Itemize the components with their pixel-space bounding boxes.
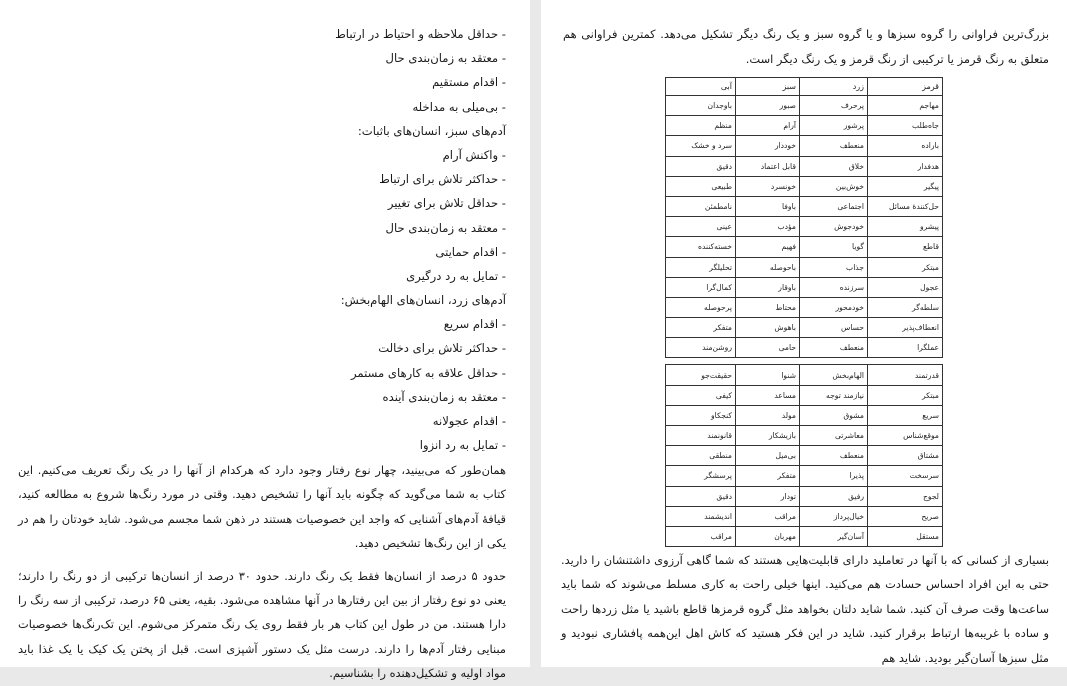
list-item: - اقدام حمایتی: [435, 244, 506, 259]
table-header-cell: سبز: [736, 78, 800, 96]
list-item: - اقدام مستقیم: [432, 75, 506, 90]
table-header-cell: آبی: [666, 78, 736, 96]
table-header-cell: زرد: [800, 78, 868, 96]
table-cell: سرزنده: [800, 277, 868, 297]
table-row: [666, 176, 943, 196]
table-header-cell: قرمز: [868, 78, 943, 96]
table-cell: تحلیلگر: [666, 257, 736, 277]
table-row: [666, 526, 943, 546]
table-cell: کنجکاو: [666, 405, 736, 425]
table-cell: پیگیر: [868, 176, 943, 196]
table-row: [666, 385, 943, 405]
list-item: - معتقد به زمان‌بندی آینده: [382, 389, 506, 404]
table-cell: جذاب: [800, 257, 868, 277]
table-cell: رفیق: [800, 486, 868, 506]
table-cell: جاه‌طلب: [868, 116, 943, 136]
table-cell: منعطف: [800, 446, 868, 466]
table-row: [666, 196, 943, 216]
table-row: [666, 237, 943, 257]
table-row: [666, 116, 943, 136]
table-row: [666, 446, 943, 466]
list-item: - حداقل تلاش برای تغییر: [387, 196, 506, 211]
table-cell: فهیم: [736, 237, 800, 257]
table-cell: مشوق: [800, 405, 868, 425]
table-cell: مساعد: [736, 385, 800, 405]
table-cell: حقیقت‌جو: [666, 365, 736, 385]
table-cell: بازیشکار: [736, 426, 800, 446]
table-cell: معاشرتی: [800, 426, 868, 446]
table-cell: مبتکر: [868, 385, 943, 405]
table-cell: مؤدب: [736, 217, 800, 237]
list-item: - حداقل ملاحظه و احتیاط در ارتباط: [335, 27, 506, 41]
left-paragraphs: [18, 458, 506, 686]
table-cell: پرشور: [800, 116, 868, 136]
table-cell: پرسشگر: [666, 466, 736, 486]
table-cell: مهاجم: [868, 96, 943, 116]
table-cell: پیشرو: [868, 217, 943, 237]
table-cell: اجتماعی: [800, 196, 868, 216]
table-cell: صریح: [868, 506, 943, 526]
table-row: [666, 297, 943, 317]
table-cell: مراقب: [666, 526, 736, 546]
table-cell: پرحرف: [800, 96, 868, 116]
right-bottom-text: [561, 548, 1049, 670]
table-cell: حامی: [736, 338, 800, 358]
table-cell: باحوصله: [736, 257, 800, 277]
list-item: - حداکثر تلاش برای دخالت: [378, 341, 506, 356]
table-cell: مشتاق: [868, 446, 943, 466]
table-cell: عجول: [868, 277, 943, 297]
table-cell: خودجوش: [800, 217, 868, 237]
table-cell: لجوج: [868, 486, 943, 506]
list-heading: آدم‌های زرد، انسان‌های الهام‌بخش:: [340, 293, 506, 308]
table-cell: حل‌کنندهٔ مسائل: [868, 196, 943, 216]
behavior-list: [206, 22, 506, 457]
paragraph-four-behaviors: همان‌طور که می‌بینید، چهار نوع رفتار وجود دارد که هرکدام از آنها را در یک رنگ تعریف می‌کنیم. این کتاب به شما می‌گوید که چگونه باید آنها را تشخیص دهید. وقتی در مورد رنگ‌ها شروع به مطالعه کنید، قیافهٔ آدم‌های آشنایی که واجد این خصوصیات هستند در ذهن شما مجسم می‌شود. شاید خودتان را هم در یکی از این رنگ‌ها تشخیص دهید.: [18, 463, 506, 551]
table-row: [666, 257, 943, 277]
table-cell: نامطمئن: [666, 196, 736, 216]
table-cell: متفکر: [666, 318, 736, 338]
table-cell: نیازمند توجه: [800, 385, 868, 405]
table-cell: باهوش: [736, 318, 800, 338]
table-cell: مهربان: [736, 526, 800, 546]
table-cell: محتاط: [736, 297, 800, 317]
table-cell: عملگرا: [868, 338, 943, 358]
color-traits-table-2: [665, 364, 943, 547]
table-cell: مبتکر: [868, 257, 943, 277]
list-heading: آدم‌های سبز، انسان‌های باثبات:: [357, 123, 506, 138]
table-row: [666, 136, 943, 156]
table-row: [666, 506, 943, 526]
table-row: [666, 338, 943, 358]
table-cell: سلطه‌گر: [868, 297, 943, 317]
left-page: [0, 0, 530, 681]
list-item: - معتقد به زمان‌بندی حال: [385, 220, 506, 235]
table-cell: خیال‌پرداز: [800, 506, 868, 526]
table-cell: مولد: [736, 405, 800, 425]
paragraph-frequency: بزرگ‌ترین فراوانی را گروه سبزها و یا گروه سبز و یک رنگ دیگر تشکیل می‌دهد. کمترین فراوانی هم متعلق به رنگ قرمز یا ترکیبی از رنگ قرمز و یک رنگ دیگر است.: [563, 27, 1049, 66]
list-item: - تمایل به رد درگیری: [406, 268, 506, 283]
table-cell: خلاق: [800, 156, 868, 176]
table-cell: هدفدار: [868, 156, 943, 176]
table-cell: قاطع: [868, 237, 943, 257]
table-cell: آسان‌گیر: [800, 526, 868, 546]
table-cell: پرحوصله: [666, 297, 736, 317]
list-item: - واکنش آرام: [442, 147, 506, 162]
table-cell: متفکر: [736, 466, 800, 486]
color-traits-tables: [665, 77, 942, 547]
paragraph-color-percentages: حدود ۵ درصد از انسان‌ها فقط یک رنگ دارند. حدود ۳۰ درصد از انسان‌ها ترکیبی از دو رنگ را دارند؛ یعنی دو نوع رفتار از بین این رفتارها در آنها مشاهده می‌شود. بقیه، یعنی ۶۵ درصد، ترکیبی از سه رنگ را دارا هستند. من در طول این کتاب هر بار فقط روی یک رنگ متمرکز می‌شوم. این تک‌رنگ‌ها خصوصیات مبنایی رفتار آدم‌ها را دارند. درست مثل یک دستور آشپزی است. قبل از پختن یک کیک یا یک غذا باید مواد اولیه و تشکیل‌دهنده را بشناسیم.: [18, 568, 507, 681]
list-item: - حداکثر تلاش برای ارتباط: [379, 172, 506, 187]
table-cell: کیفی: [666, 385, 736, 405]
list-item: - بی‌میلی به مداخله: [412, 99, 506, 114]
table-cell: باوقار: [736, 277, 800, 297]
table-cell: قانونمند: [666, 426, 736, 446]
table-cell: باوجدان: [666, 96, 736, 116]
table-cell: حساس: [800, 318, 868, 338]
table-cell: سرد و خشک: [666, 136, 736, 156]
table-cell: تودار: [736, 486, 800, 506]
table-cell: خونسرد: [736, 176, 800, 196]
table-row: [666, 426, 943, 446]
table-cell: طبیعی: [666, 176, 736, 196]
table-cell: منطقی: [666, 446, 736, 466]
table-cell: بی‌میل: [736, 446, 800, 466]
table-cell: مراقب: [736, 506, 800, 526]
table-cell: اندیشمند: [666, 506, 736, 526]
list-item: - حداقل علاقه به کارهای مستمر: [351, 365, 506, 380]
table-cell: انعطاف‌پذیر: [868, 318, 943, 338]
paragraph-envy: بسیاری از کسانی که با آنها در تعاملید دارای قابلیت‌هایی هستند که شما گاهی آرزوی داشتنشان را دارید. حتی به این افراد احساس حسادت هم می‌کنید. اینها خیلی راحت به کاری مسلط می‌شوند که شما باید ساعت‌ها وقت صرف آن کنید. شما شاید دلتان بخواهد مثل گروه قرمزها قاطع باشید یا مثل زردها راحت و ساده با غریبه‌ها ارتباط برقرار کنید. شاید در این فکر هستید که کاش اهل این‌همه پافشاری نبودید و مثل سبزها آسان‌گیر بودید. شاید هم: [561, 553, 1049, 665]
list-item: - تمایل به رد انزوا: [419, 438, 506, 453]
table-cell: موقع‌شناس: [868, 426, 943, 446]
table-cell: گویا: [800, 237, 868, 257]
table-row: [666, 156, 943, 176]
table-cell: خسته‌کننده: [666, 237, 736, 257]
table-cell: عینی: [666, 217, 736, 237]
table-cell: باوفا: [736, 196, 800, 216]
table-cell: قدرتمند: [868, 365, 943, 385]
table-cell: خوددار: [736, 136, 800, 156]
table-cell: کمال‌گرا: [666, 277, 736, 297]
table-cell: منعطف: [800, 136, 868, 156]
list-item: - اقدام عجولانه: [432, 414, 506, 428]
table-cell: آرام: [736, 116, 800, 136]
table-row: [666, 486, 943, 506]
table-cell: شنوا: [736, 365, 800, 385]
table-cell: باراده: [868, 136, 943, 156]
table-row: [666, 96, 943, 116]
table-row: [666, 277, 943, 297]
table-row: [666, 466, 943, 486]
list-item: - معتقد به زمان‌بندی حال: [385, 51, 506, 66]
table-cell: مستقل: [868, 526, 943, 546]
table-cell: خوش‌بین: [800, 176, 868, 196]
table-row: [666, 217, 943, 237]
list-item: - اقدام سریع: [443, 317, 506, 332]
table-cell: سریع: [868, 405, 943, 425]
table-cell: قابل اعتماد: [736, 156, 800, 176]
right-top-text: [563, 22, 1049, 72]
table-cell: صبور: [736, 96, 800, 116]
table-cell: دقیق: [666, 486, 736, 506]
table-cell: منظم: [666, 116, 736, 136]
table-cell: روشن‌مند: [666, 338, 736, 358]
table-cell: الهام‌بخش: [800, 365, 868, 385]
table-row: [666, 405, 943, 425]
table-row: [666, 318, 943, 338]
right-page: [541, 0, 1067, 667]
color-traits-table-1: [665, 77, 943, 358]
table-cell: خودمحور: [800, 297, 868, 317]
table-cell: دقیق: [666, 156, 736, 176]
table-cell: منعطف: [800, 338, 868, 358]
table-cell: پذیرا: [800, 466, 868, 486]
table-cell: سرسخت: [868, 466, 943, 486]
table-row: [666, 365, 943, 385]
